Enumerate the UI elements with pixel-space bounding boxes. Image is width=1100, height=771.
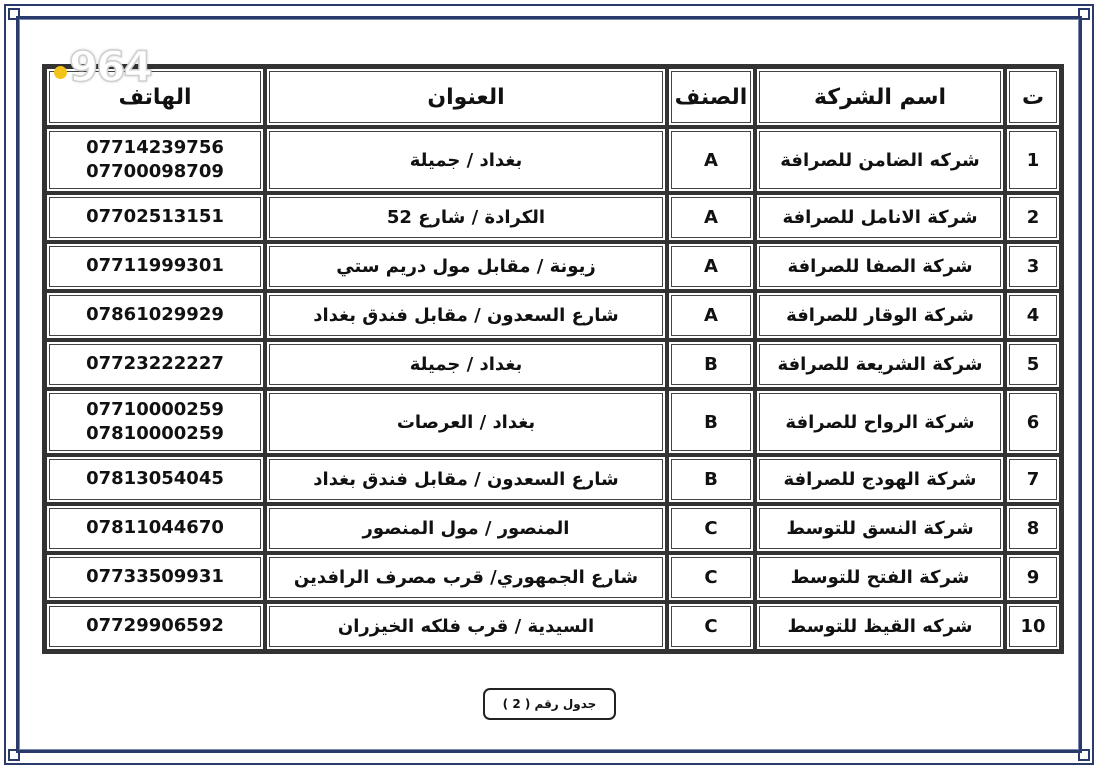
phone-number: 07710000259 xyxy=(86,398,224,420)
header-address: العنوان xyxy=(265,67,667,127)
row-company: شركه القيظ للتوسط xyxy=(755,602,1005,651)
row-address: شارع السعدون / مقابل فندق بغداد xyxy=(265,455,667,504)
row-index: 5 xyxy=(1005,340,1061,389)
row-address: المنصور / مول المنصور xyxy=(265,504,667,553)
row-address: شارع السعدون / مقابل فندق بغداد xyxy=(265,291,667,340)
row-phone xyxy=(45,291,265,340)
table-number-caption: جدول رقم ( 2 ) xyxy=(483,688,616,720)
row-company: شركة الهودج للصرافة xyxy=(755,455,1005,504)
table-row xyxy=(45,504,1061,553)
row-grade: A xyxy=(667,242,755,291)
phone-number: 07723222227 xyxy=(86,353,224,375)
exchange-companies-table xyxy=(42,64,1064,654)
row-grade: A xyxy=(667,193,755,242)
row-grade: C xyxy=(667,553,755,602)
header-company: اسم الشركة xyxy=(755,67,1005,127)
row-index: 10 xyxy=(1005,602,1061,651)
phone-number: 07700098709 xyxy=(86,161,224,182)
row-index: 1 xyxy=(1005,127,1061,193)
row-grade: B xyxy=(667,455,755,504)
table-header-row xyxy=(45,67,1061,127)
row-phone xyxy=(45,602,265,651)
row-company: شركة الوقار للصرافة xyxy=(755,291,1005,340)
row-phone xyxy=(45,553,265,602)
logo-text: 964 xyxy=(69,42,151,91)
phone-number: 07810000259 xyxy=(86,423,224,444)
table-row xyxy=(45,553,1061,602)
phone-number: 07714239756 xyxy=(86,136,224,158)
row-index: 8 xyxy=(1005,504,1061,553)
row-company: شركة الرواح للصرافة xyxy=(755,389,1005,455)
phone-number: 07813054045 xyxy=(86,468,224,490)
row-phone xyxy=(45,504,265,553)
watermark-logo xyxy=(54,44,151,90)
table-row xyxy=(45,602,1061,651)
logo-dot-icon xyxy=(54,66,67,79)
row-address: شارع الجمهوري/ قرب مصرف الرافدين xyxy=(265,553,667,602)
header-index: ت xyxy=(1005,67,1061,127)
phone-number: 07729906592 xyxy=(86,615,224,637)
row-company: شركة الشريعة للصرافة xyxy=(755,340,1005,389)
table-row xyxy=(45,242,1061,291)
row-address: بغداد / جميلة xyxy=(265,340,667,389)
table-row xyxy=(45,193,1061,242)
row-company: شركة الانامل للصرافة xyxy=(755,193,1005,242)
row-phone xyxy=(45,340,265,389)
row-phone xyxy=(45,242,265,291)
phone-number: 07733509931 xyxy=(86,566,224,588)
row-index: 3 xyxy=(1005,242,1061,291)
phone-number: 07711999301 xyxy=(86,255,224,277)
table-row xyxy=(45,127,1061,193)
row-index: 9 xyxy=(1005,553,1061,602)
table-row xyxy=(45,291,1061,340)
row-grade: C xyxy=(667,504,755,553)
header-grade: الصنف xyxy=(667,67,755,127)
row-phone xyxy=(45,389,265,455)
row-index: 2 xyxy=(1005,193,1061,242)
table-row xyxy=(45,389,1061,455)
row-index: 4 xyxy=(1005,291,1061,340)
table-row xyxy=(45,455,1061,504)
row-phone xyxy=(45,127,265,193)
row-phone xyxy=(45,455,265,504)
row-address: الكرادة / شارع 52 xyxy=(265,193,667,242)
phone-number: 07811044670 xyxy=(86,517,224,539)
row-grade: C xyxy=(667,602,755,651)
row-grade: B xyxy=(667,389,755,455)
row-company: شركة الفتح للتوسط xyxy=(755,553,1005,602)
row-company: شركة الصفا للصرافة xyxy=(755,242,1005,291)
row-grade: A xyxy=(667,291,755,340)
row-index: 6 xyxy=(1005,389,1061,455)
table-row xyxy=(45,340,1061,389)
row-grade: A xyxy=(667,127,755,193)
phone-number: 07861029929 xyxy=(86,304,224,326)
row-address: زيونة / مقابل مول دريم ستي xyxy=(265,242,667,291)
row-grade: B xyxy=(667,340,755,389)
row-address: بغداد / العرصات xyxy=(265,389,667,455)
phone-number: 07702513151 xyxy=(86,206,224,228)
header-phone: الهاتف xyxy=(45,67,265,127)
row-phone xyxy=(45,193,265,242)
row-company: شركه الضامن للصرافة xyxy=(755,127,1005,193)
row-company: شركة النسق للتوسط xyxy=(755,504,1005,553)
row-index: 7 xyxy=(1005,455,1061,504)
row-address: السيدية / قرب فلكه الخيزران xyxy=(265,602,667,651)
row-address: بغداد / جميلة xyxy=(265,127,667,193)
